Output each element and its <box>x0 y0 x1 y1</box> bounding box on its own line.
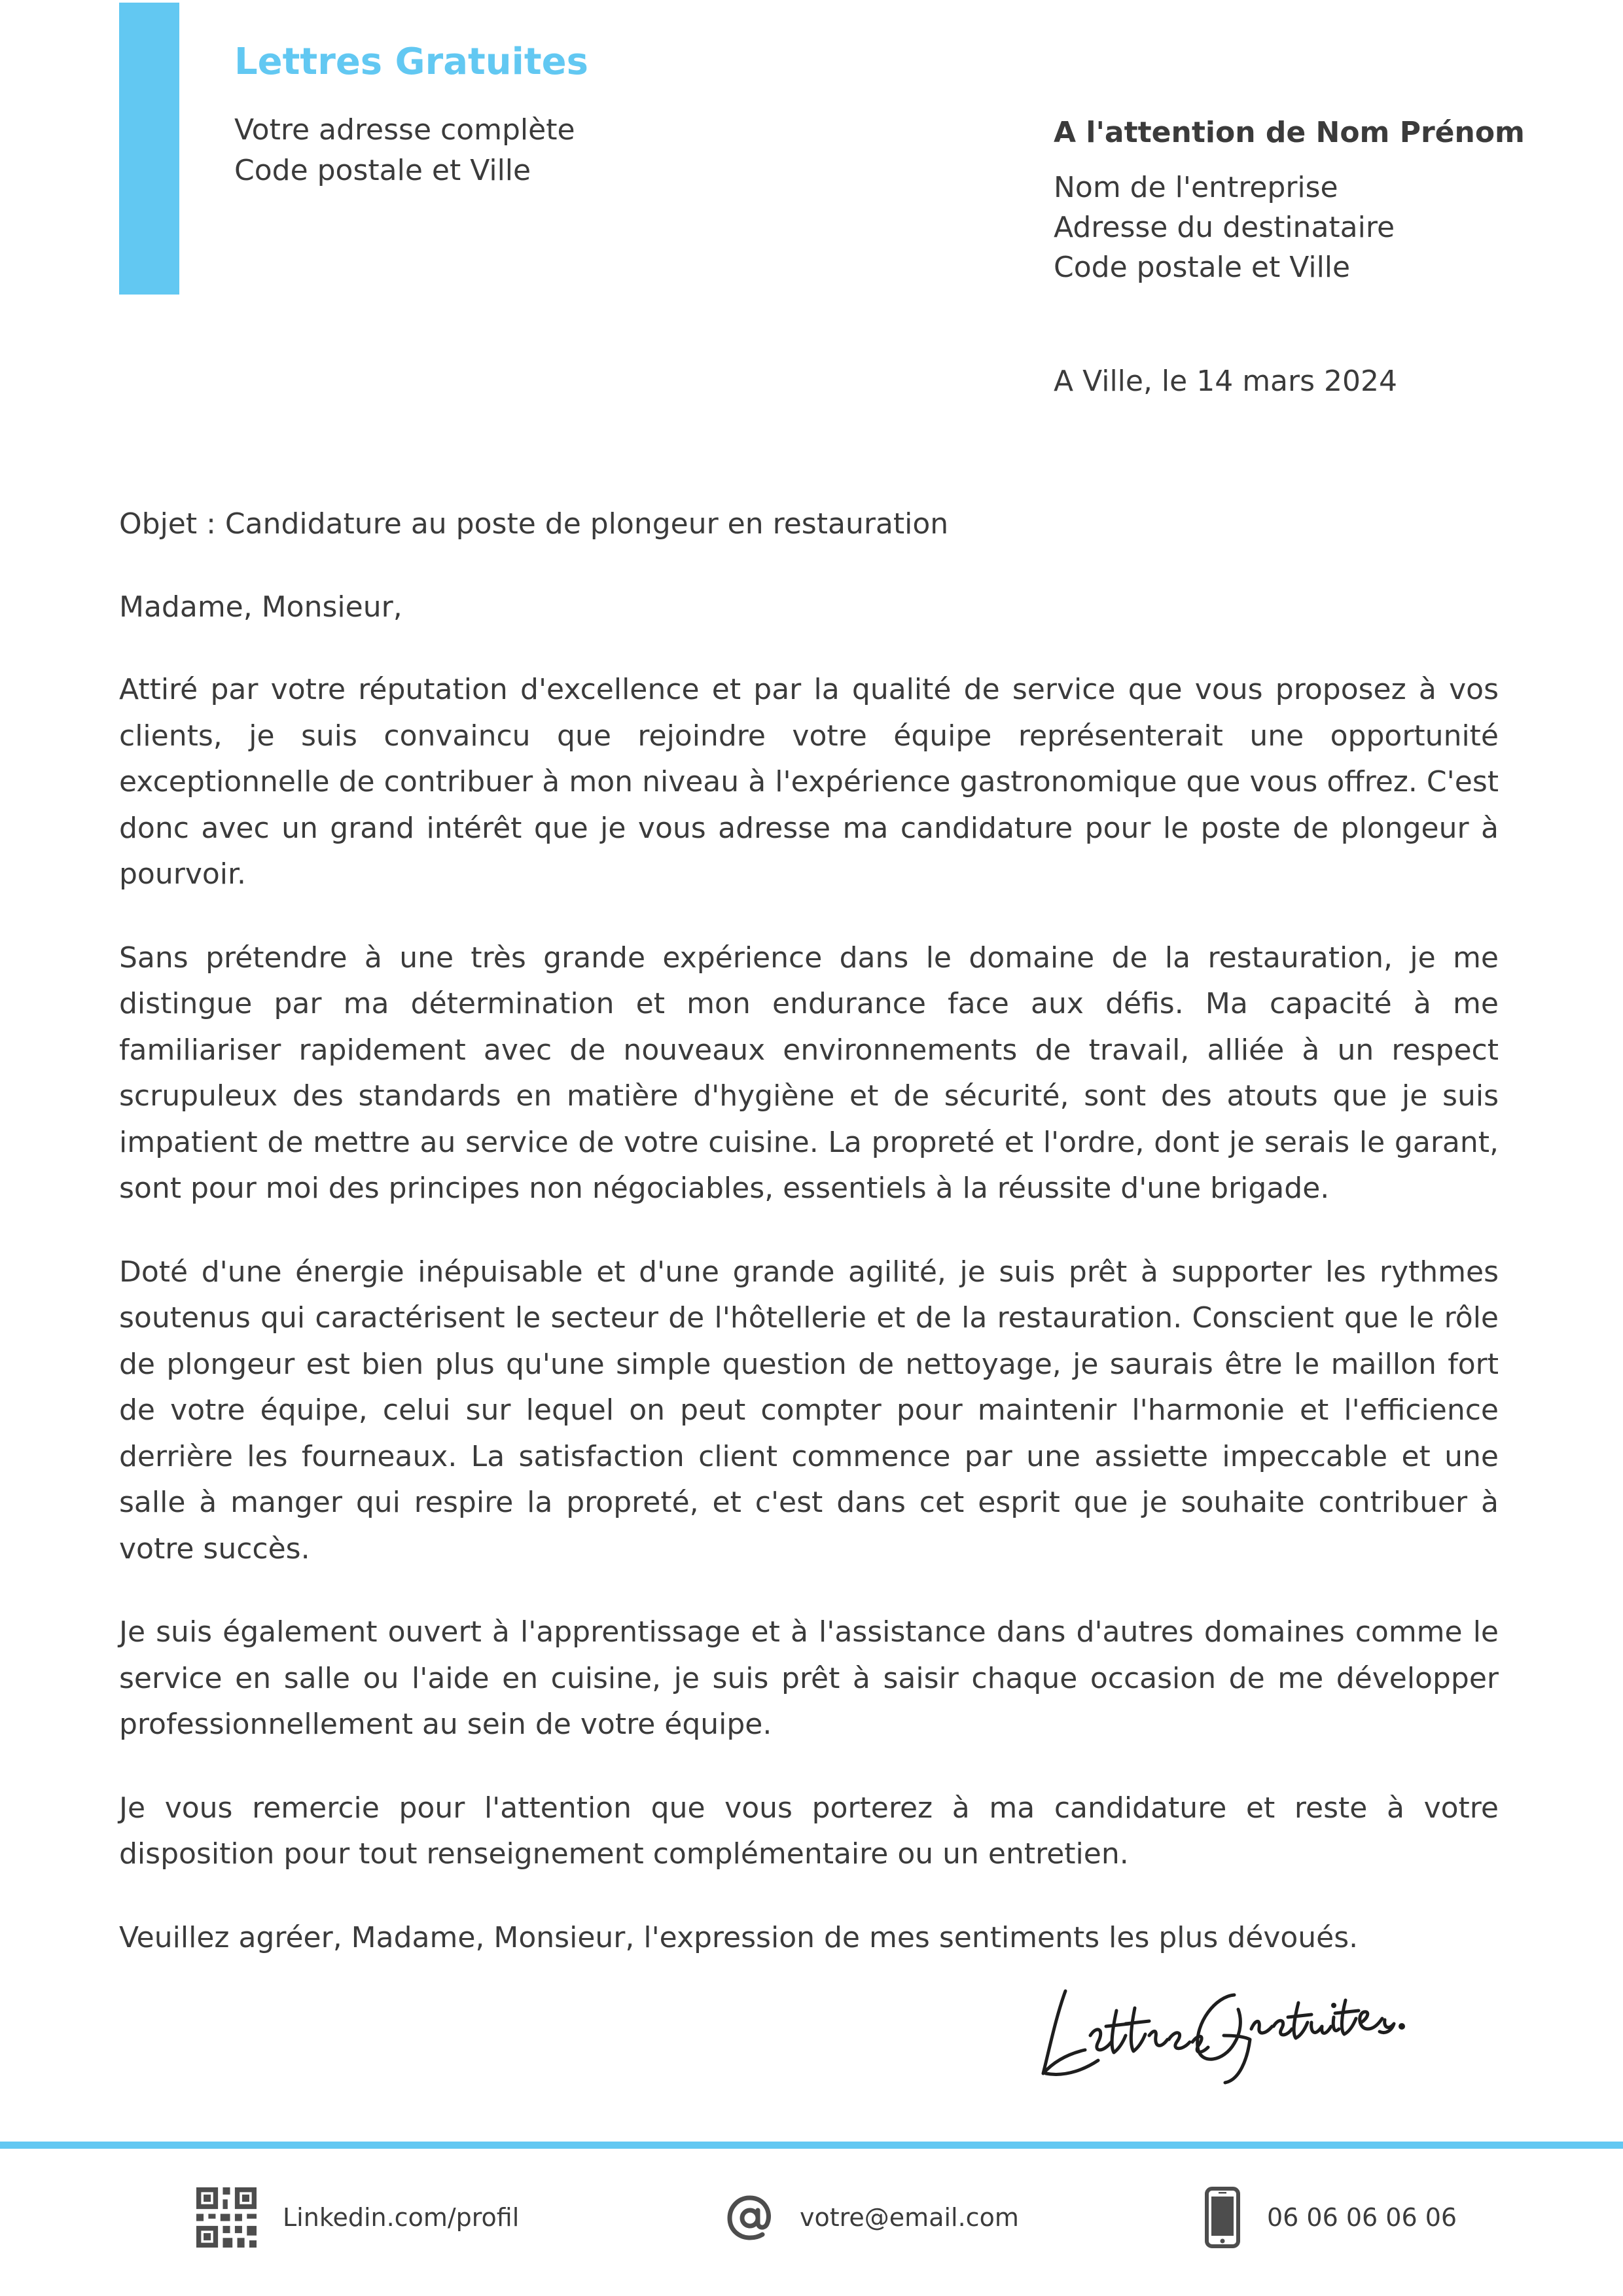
footer-linkedin[interactable] <box>196 2186 519 2249</box>
recipient-company: Nom de l'entreprise <box>1054 171 1338 204</box>
at-sign-icon <box>726 2194 774 2241</box>
footer-email[interactable] <box>726 2186 1019 2249</box>
mobile-phone-icon <box>1204 2186 1241 2249</box>
letter-paragraph: Je vous remercie pour l'attention que vous porterez à ma candidature et reste à votre disposition pour tout renseignement complémentaire ou un entretien. <box>119 1791 1499 1871</box>
footer-divider <box>0 2142 1623 2149</box>
letter-paragraph: Je suis également ouvert à l'apprentissage et à l'assistance dans d'autres domaines comme le service en salle ou l'aide en cuisine, je suis prêt à saisir chaque occasion de me développer professionnellement au sein de votre équipe. <box>119 1615 1499 1741</box>
phone-number: 06 06 06 06 06 <box>1267 2203 1457 2232</box>
footer-phone[interactable] <box>1204 2186 1457 2249</box>
linkedin-link: Linkedin.com/profil <box>283 2203 520 2232</box>
letter-salutation: Madame, Monsieur, <box>119 590 402 624</box>
letter-paragraph: Sans prétendre à une très grande expérience dans le domaine de la restauration, je me distingue par ma détermination et mon endurance face aux défis. Ma capacité à me familiariser rapidement avec de nouveaux environnements de travail, alliée à un respect scrupuleux des standards en matière d'hygiène et de sécurité, sont des atouts que je suis impatient de mettre au service de votre cuisine. La propreté et l'ordre, dont je serais le garant, sont pour moi des principes non négociables, essentiels à la réussite d'une brigade. <box>119 941 1499 1205</box>
handwritten-signature <box>1027 1937 1407 2094</box>
letter-body <box>119 501 1499 1998</box>
letter-subject: Objet : Candidature au poste de plongeur en restauration <box>119 507 949 541</box>
email-address: votre@email.com <box>800 2203 1019 2232</box>
date-line: A Ville, le 14 mars 2024 <box>1054 365 1397 398</box>
letter-closing: Veuillez agréer, Madame, Monsieur, l'expression de mes sentiments les plus dévoués. <box>119 1920 1359 1954</box>
recipient-attention: A l'attention de Nom Prénom <box>1054 116 1525 149</box>
sender-city-line: Code postale et Ville <box>234 154 531 187</box>
letter-paragraph: Attiré par votre réputation d'excellence et par la qualité de service que vous proposez à vos clients, je suis convaincu que rejoindre votre équipe représenterait une opportunité exceptionnelle de contribuer à mon niveau à l'expérience gastronomique que vous offrez. C'est donc avec un grand intérêt que je vous adresse ma candidature pour le poste de plongeur à pourvoir. <box>119 673 1499 891</box>
letter-paragraph: Doté d'une énergie inépuisable et d'une grande agilité, je suis prêt à supporter les rythmes soutenus qui caractérisent le secteur de l'hôtellerie et de la restauration. Conscient que le rôle de plongeur est bien plus qu'une simple question de nettoyage, je saurais être le maillon fort de votre équipe, celui sur lequel on peut compter pour maintenir l'harmonie et l'efficience derrière les fourneaux. La satisfaction client commence par une assiette impeccable et une salle à manger qui respire la propreté, et c'est dans cet esprit que je souhaite contribuer à votre succès. <box>119 1255 1499 1566</box>
sender-address <box>234 110 575 191</box>
recipient-address: Adresse du destinataire <box>1054 211 1395 244</box>
header-accent-bar <box>119 3 179 295</box>
sender-address-line: Votre adresse complète <box>234 113 575 147</box>
recipient-city: Code postale et Ville <box>1054 251 1351 284</box>
qr-code-icon <box>196 2187 257 2248</box>
recipient-block <box>1054 113 1525 287</box>
sender-name: Lettres Gratuites <box>234 41 588 83</box>
